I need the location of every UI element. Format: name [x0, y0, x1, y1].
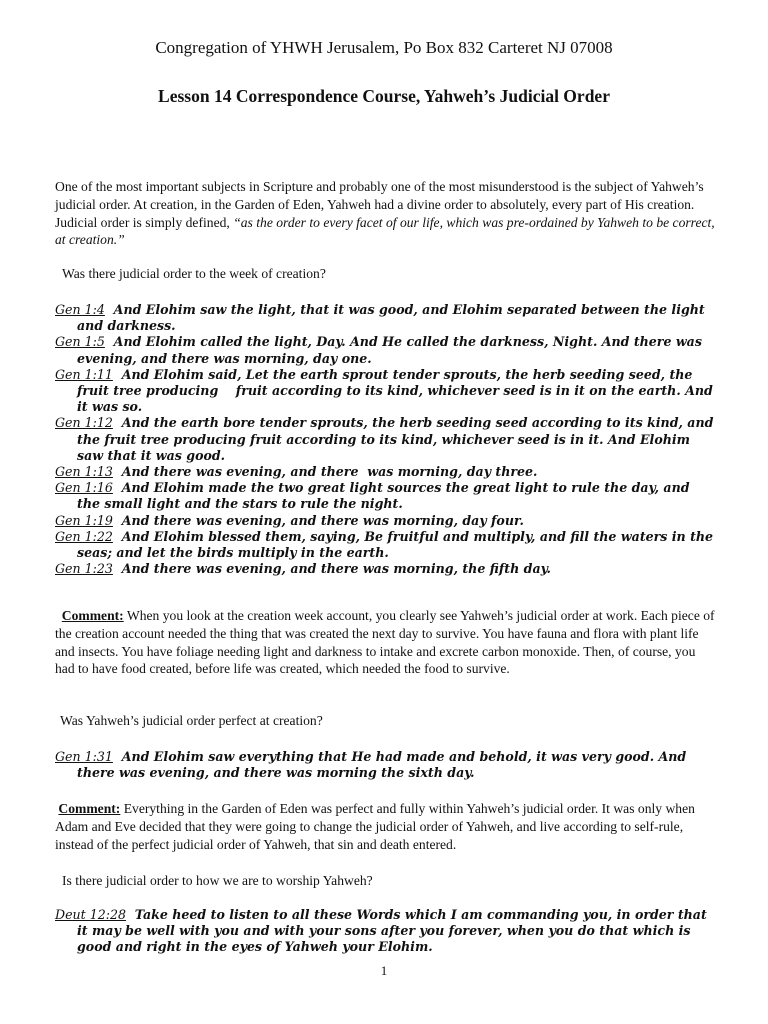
verse-text: And Elohim saw everything that He had made and behold, it was very good. And there was evening, and there was morning the sixth day. [77, 749, 691, 781]
verse-item [55, 415, 718, 464]
lesson-title: Lesson 14 Correspondence Course, Yahweh’s Judicial Order [158, 86, 610, 106]
verse-item [55, 334, 715, 366]
verse-item [55, 749, 715, 781]
verse-item [55, 302, 715, 334]
comment-1 [55, 607, 717, 678]
definition-quote: “as the order to every facet of our life, which was pre-ordained by Yahweh to be correct, at creation.” [55, 214, 715, 248]
verse-text: And the earth bore tender sprouts, the herb seeding seed according to its kind, and the fruit tree producing fruit according to its kind, whichever seed is in it. And Elohim saw that it was good. [77, 415, 718, 463]
verse-text: And Elohim said, Let the earth sprout tender sprouts, the herb seeding seed, the fruit tree producing fruit according to its kind, whichever seed is in it on the earth. And it was so. [77, 366, 718, 415]
question-1: Was there judicial order to the week of creation? [62, 266, 326, 281]
verse-reference: Gen 1:22 [55, 528, 113, 544]
verse-reference: Gen 1:11 [55, 366, 113, 382]
intro-text: One of the most important subjects in Scripture and probably one of the most misunderstood is the subject of Yahweh’s judicial order. At creation, in the Garden of Eden, Yahweh had a divine order to absolutely, every part of His creation. Judicial order is simply defined, [55, 179, 704, 230]
verses-block-2 [55, 749, 715, 781]
verse-item [55, 366, 718, 416]
verse-text: Take heed to listen to all these Words which I am commanding you, in order that it may be well with you and with your sons after you forever, when you do that which is good and right in the eyes of Yahweh your Elohim. [77, 907, 712, 955]
verse-text: And Elohim called the light, Day. And He called the darkness, Night. And there was evening, and there was morning, day one. [77, 334, 707, 366]
comment-2-label: Comment: [58, 801, 121, 816]
comment-2-text: Everything in the Garden of Eden was perfect and fully within Yahweh’s judicial order. It was only when Adam and Eve decided that they were going to change the judicial order of Yahweh, and live according to self-rule, instead of the perfect judicial order of Yahweh, that sin and death entered. [55, 801, 695, 852]
verse-item [55, 480, 715, 512]
verse-item [55, 464, 715, 480]
verse-text: And Elohim saw the light, that it was good, and Elohim separated between the light and darkness. [77, 302, 710, 334]
verse-item [55, 513, 715, 529]
verse-reference: Gen 1:5 [55, 334, 105, 350]
page-number: 1 [380, 963, 388, 978]
verse-item [55, 561, 715, 577]
verse-reference: Gen 1:12 [55, 415, 113, 431]
verse-reference: Gen 1:13 [55, 464, 113, 480]
verse-reference: Gen 1:23 [55, 561, 113, 577]
verse-text: And there was evening, and there was morning, the fifth day. [112, 561, 551, 577]
question-3: Is there judicial order to how we are to worship Yahweh? [62, 873, 373, 888]
comment-2 [55, 800, 717, 853]
verse-item [55, 907, 715, 956]
verses-block-3 [55, 907, 715, 956]
comment-1-label: Comment: [61, 608, 124, 623]
question-2: Was Yahweh’s judicial order perfect at creation? [60, 713, 323, 728]
verse-text: And Elohim blessed them, saying, Be fruitful and multiply, and fill the waters in the seas; and let the birds multiply in the earth. [77, 528, 718, 561]
verse-text: And Elohim made the two great light sources the great light to rule the day, and the small light and the stars to rule the night. [77, 480, 694, 512]
verses-block-1 [55, 302, 718, 577]
verse-reference: Deut 12:28 [55, 907, 127, 922]
verse-item [55, 528, 718, 561]
verse-reference: Gen 1:4 [55, 302, 105, 317]
verse-text: And there was evening, and there was morning, day three. [112, 464, 538, 480]
congregation-address: Congregation of YHWH Jerusalem, Po Box 832 Carteret NJ 07008 [155, 38, 613, 57]
comment-1-text: When you look at the creation week account, you clearly see Yahweh’s judicial order at work. Each piece of the creation account needed the thing that was created the next day to survive. You have fauna and flora with plant life and insects. You have foliage needing light and darkness to intake and excrete carbon monoxide. Then, of course, you had to have food created, before life was created, which needed the food to survive. [55, 608, 715, 677]
verse-reference: Gen 1:19 [55, 512, 113, 528]
verse-reference: Gen 1:31 [55, 749, 113, 764]
intro-paragraph [55, 178, 717, 249]
verse-text: And there was evening, and there was morning, day four. [112, 512, 524, 528]
verse-reference: Gen 1:16 [55, 480, 113, 496]
